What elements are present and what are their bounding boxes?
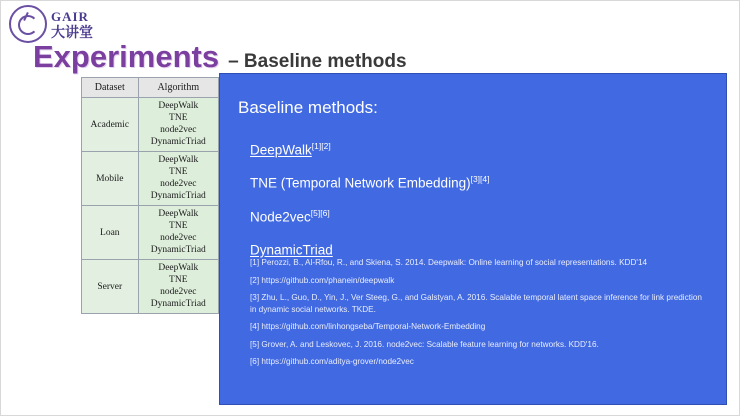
table-header-dataset: Dataset	[82, 78, 139, 98]
table-cell-algorithms	[138, 206, 218, 260]
algorithm-item: DynamicTriad	[150, 245, 206, 255]
table-row	[82, 206, 219, 260]
table-cell-dataset: Server	[82, 260, 139, 314]
method-item	[250, 209, 710, 225]
algorithm-item: DeepWalk	[158, 101, 199, 111]
dataset-algorithm-table	[81, 77, 219, 314]
table-cell-algorithms	[138, 98, 218, 152]
table-row	[82, 98, 219, 152]
methods-list	[250, 142, 710, 275]
reference-item: [3] Zhu, L., Guo, D., Yin, J., Ver Steeg, G., and Galstyan, A. 2016. Scalable temporal latent space inference for link prediction in dynamic social networks. TKDE.	[250, 293, 702, 314]
logo-en-label: GAIR	[51, 8, 89, 24]
table-cell-algorithms	[138, 260, 218, 314]
panel-title: Baseline methods:	[238, 98, 378, 117]
logo-text	[51, 10, 93, 39]
method-refs: [1][2]	[311, 141, 331, 151]
method-name: DeepWalk	[250, 142, 312, 158]
method-item	[250, 175, 710, 191]
title-sub: – Baseline methods	[228, 51, 407, 72]
table-header-row	[82, 78, 219, 98]
algorithm-item: DeepWalk	[158, 263, 199, 273]
page-title	[33, 39, 407, 75]
algorithm-item: node2vec	[160, 125, 197, 135]
reference-item[interactable]: [2] https://github.com/phanein/deepwalk	[250, 275, 395, 285]
method-item	[250, 242, 710, 258]
algorithm-item: TNE	[169, 167, 188, 177]
method-item	[250, 142, 710, 158]
algorithm-item: TNE	[169, 275, 188, 285]
method-name: Node2vec	[250, 209, 311, 225]
title-main: Experiments	[33, 39, 220, 74]
table-row	[82, 260, 219, 314]
table-header-algorithm: Algorithm	[138, 78, 218, 98]
algorithm-item: TNE	[169, 221, 188, 231]
algorithm-item: node2vec	[160, 233, 197, 243]
method-name: DynamicTriad	[250, 242, 333, 258]
method-refs: [3][4]	[470, 174, 490, 185]
method-name: TNE (Temporal Network Embedding)	[250, 175, 471, 191]
reference-item: [5] Grover, A. and Leskovec, J. 2016. node2vec: Scalable feature learning for networks. KDD'16.	[250, 339, 599, 349]
reference-item[interactable]: [6] https://github.com/aditya-grover/node2vec	[250, 357, 414, 366]
logo-cn-label: 大讲堂	[51, 23, 93, 40]
algorithm-item: TNE	[169, 113, 188, 123]
table-cell-dataset: Academic	[82, 98, 139, 152]
logo	[9, 5, 137, 43]
reference-item[interactable]: [4] https://github.com/linhongseba/Temporal-Network-Embedding	[250, 322, 486, 331]
table-cell-dataset: Loan	[82, 206, 139, 260]
algorithm-item: node2vec	[160, 179, 197, 189]
bulb-icon	[9, 5, 47, 43]
algorithm-item: DynamicTriad	[150, 191, 206, 201]
algorithm-item: DeepWalk	[158, 155, 199, 165]
table-cell-algorithms	[138, 152, 218, 206]
method-refs: [5][6]	[310, 207, 330, 218]
algorithm-item: DynamicTriad	[150, 137, 206, 147]
references-list	[250, 257, 705, 374]
algorithm-item: node2vec	[160, 287, 197, 297]
table-cell-dataset: Mobile	[82, 152, 139, 206]
table-row	[82, 152, 219, 206]
baseline-methods-panel	[219, 73, 727, 405]
algorithm-item: DeepWalk	[158, 209, 199, 219]
reference-item: [1] Perozzi, B., Al-Rfou, R., and Skiena, S. 2014. Deepwalk: Online learning of social representations. KDD'14	[250, 258, 648, 267]
algorithm-item: DynamicTriad	[150, 299, 206, 309]
